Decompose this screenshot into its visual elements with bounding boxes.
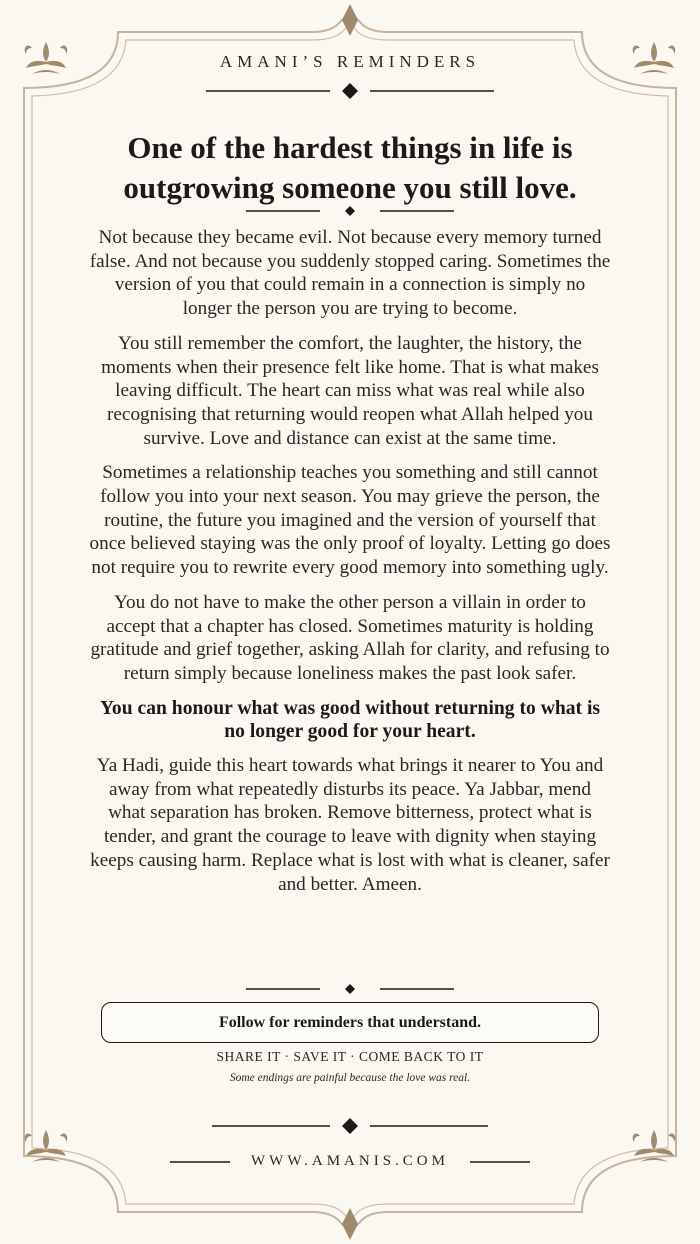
share-line: SHARE IT · SAVE IT · COME BACK TO IT (216, 1049, 484, 1064)
brand-title: AMANI’S REMINDERS (219, 52, 481, 71)
follow-button-label: Follow for reminders that understand. (218, 1013, 482, 1031)
paragraph: You still remember the comfort, the laughter, the history, the moments when their presence felt like home. That is what makes leaving difficult. The heart can miss what was real while also recognising that returning would reopen what Allah helped you survive. Love and distance can exist at the same time. (101, 332, 599, 449)
prayer-paragraph: Ya Hadi, guide this heart towards what brings it nearer to You and away from what repeatedly disturbs its peace. Ya Jabbar, mend what separation has broken. Remove bitterness, protect what is tender, and grant the courage to leave with dignity when staying keeps causing harm. Replace what is lost with what is cleaner, safer and better. Ameen. (90, 755, 610, 895)
paragraph: Not because they became evil. Not because every memory turned false. And not because you suddenly stopped caring. Sometimes the version of you that could remain in a connection is simply no longer the person you are trying to become. (89, 227, 611, 320)
reminder-body (88, 226, 612, 907)
tagline: Some endings are painful because the love was real. (229, 1072, 471, 1084)
paragraph: Sometimes a relationship teaches you something and still cannot follow you into your next season. You may grieve the person, the routine, the future you imagined and the version of yourself that once believed staying was the only proof of loyalty. Letting go does not require you to rewrite every good memory into something ugly. (89, 462, 611, 579)
follow-button[interactable] (101, 1002, 599, 1043)
website-link[interactable]: WWW.AMANIS.COM (251, 1153, 449, 1169)
emphasis-statement: You can honour what was good without returning to what is no longer good for your heart. (99, 697, 601, 743)
headline-line-2: outgrowing someone you still love. (123, 170, 577, 205)
paragraph: You do not have to make the other person a villain in order to accept that a chapter has closed. Sometimes maturity is holding gratitude and grief together, asking Allah for clarity, and refusing to return simply because loneliness makes the past look safer. (90, 591, 610, 684)
headline-line-1: One of the hardest things in life is (127, 130, 573, 165)
headline (70, 128, 630, 208)
